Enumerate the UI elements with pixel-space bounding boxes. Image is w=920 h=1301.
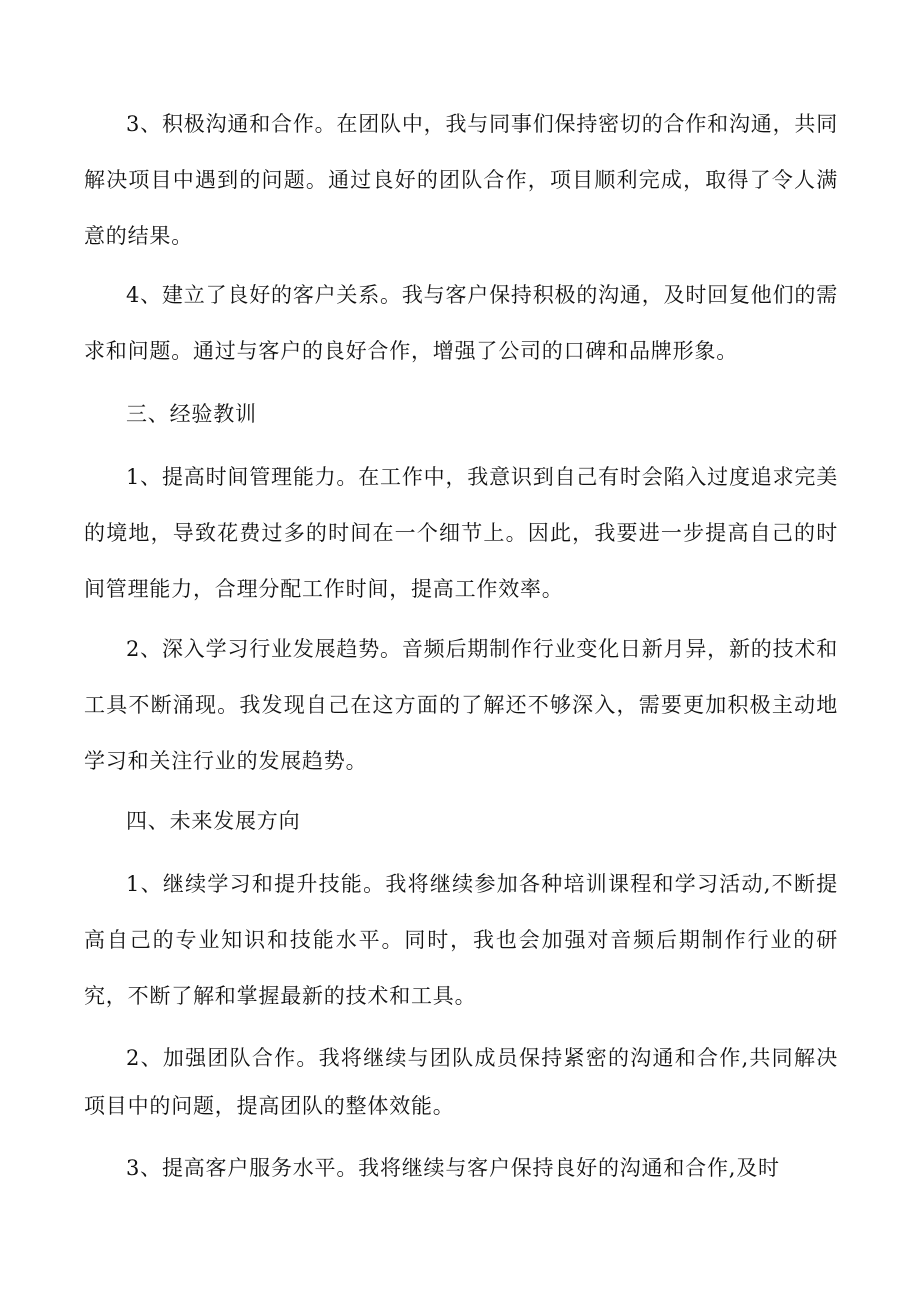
paragraph-future-1: 1、继续学习和提升技能。我将继续参加各种培训课程和学习活动,不断提高自己的专业知识和技能水平。同时，我也会加强对音频后期制作行业的研究，不断了解和掌握最新的技术和工具。 [84, 872, 838, 1008]
paragraph-future-3: 3、提高客户服务水平。我将继续与客户保持良好的沟通和合作,及时 [126, 1156, 780, 1180]
paragraph-achievement-3: 3、积极沟通和合作。在团队中，我与同事们保持密切的合作和沟通，共同解决项目中遇到的问题。通过良好的团队合作，项目顺利完成，取得了令人满意的结果。 [84, 112, 838, 248]
section-heading-lessons: 三、经验教训 [126, 402, 257, 426]
paragraph-future-2: 2、加强团队合作。我将继续与团队成员保持紧密的沟通和合作,共同解决项目中的问题，提高团队的整体效能。 [84, 1046, 838, 1118]
paragraph-lesson-1: 1、提高时间管理能力。在工作中，我意识到自己有时会陷入过度追求完美的境地，导致花费过多的时间在一个细节上。因此，我要进一步提高自己的时间管理能力，合理分配工作时间，提高工作效率。 [84, 465, 838, 601]
section-heading-future: 四、未来发展方向 [126, 809, 301, 833]
document-body [84, 96, 838, 1196]
paragraph-achievement-4: 4、建立了良好的客户关系。我与客户保持积极的沟通，及时回复他们的需求和问题。通过与客户的良好合作，增强了公司的口碑和品牌形象。 [84, 283, 838, 363]
paragraph-lesson-2: 2、深入学习行业发展趋势。音频后期制作行业变化日新月异，新的技术和工具不断涌现。我发现自己在这方面的了解还不够深入，需要更加积极主动地学习和关注行业的发展趋势。 [84, 637, 838, 773]
